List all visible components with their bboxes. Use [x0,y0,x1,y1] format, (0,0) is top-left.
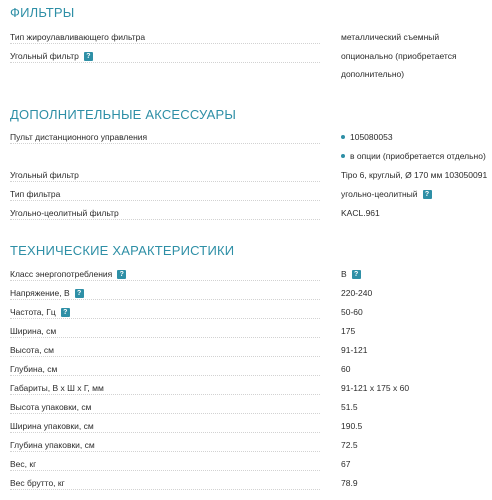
spec-value: Tipo 6, круглый, Ø 170 мм 103050091 [341,170,488,180]
help-icon[interactable]: ? [61,308,70,317]
spec-value: металлический съемный [341,32,440,42]
spec-label: Ширина, см [10,326,59,336]
spec-label: Частота, Гц ? [10,307,73,317]
spec-label: Вес брутто, кг [10,478,68,488]
spec-row-height [10,343,482,362]
spec-label: Высота упаковки, см [10,402,94,412]
spec-value[interactable]: 105080053 [341,132,393,142]
help-icon[interactable]: ? [75,289,84,298]
spec-row-voltage [10,286,482,305]
dotted-leader [10,432,320,433]
dotted-leader [10,470,320,471]
spec-label: Глубина упаковки, см [10,440,98,450]
dotted-leader [10,200,320,201]
spec-value: дополнительно) [341,69,405,79]
spec-row-zeolite-filter [10,206,482,225]
spec-label: Класс энергопотребления ? [10,269,129,279]
dotted-leader [10,489,320,490]
help-icon[interactable]: ? [352,270,361,279]
dotted-leader [10,299,320,300]
spec-row-package-height [10,400,482,419]
spec-row-weight [10,457,482,476]
dotted-leader [10,62,320,63]
spec-label: Высота, см [10,345,57,355]
spec-label: Тип фильтра [10,189,63,199]
spec-label: Угольно-цеолитный фильтр [10,208,122,218]
spec-value: в опции (приобретается отдельно) [341,151,486,161]
spec-row-dimensions [10,381,482,400]
spec-value: 91-121 [341,345,368,355]
dotted-leader [10,219,320,220]
spec-value: 78.9 [341,478,358,488]
spec-row-width [10,324,482,343]
section-title-specs: ТЕХНИЧЕСКИЕ ХАРАКТЕРИСТИКИ [10,243,235,258]
spec-value: 91-121 x 175 x 60 [341,383,410,393]
spec-value: 50-60 [341,307,363,317]
dotted-leader [10,181,320,182]
spec-label: Габариты, В х Ш х Г, мм [10,383,107,393]
spec-value: 67 [341,459,351,469]
dotted-leader [10,451,320,452]
spec-row-carbon-filter [10,49,482,68]
dotted-leader [10,318,320,319]
spec-row-depth [10,362,482,381]
dotted-leader [10,394,320,395]
help-icon[interactable]: ? [117,270,126,279]
spec-label: Глубина, см [10,364,60,374]
spec-value: 60 [341,364,351,374]
spec-label: Угольный фильтр [10,170,82,180]
spec-value: 51.5 [341,402,358,412]
spec-label: Пульт дистанционного управления [10,132,150,142]
dotted-leader [10,356,320,357]
section-title-accessories: ДОПОЛНИТЕЛЬНЫЕ АКСЕССУАРЫ [10,107,237,122]
spec-label: Напряжение, В ? [10,288,87,298]
help-icon[interactable]: ? [84,52,93,61]
spec-label: Тип жироулавливающего фильтра [10,32,148,42]
bullet-icon [341,154,345,158]
section-title-filters: ФИЛЬТРЫ [10,5,75,20]
help-icon[interactable]: ? [423,190,432,199]
dotted-leader [10,337,320,338]
spec-label: Вес, кг [10,459,39,469]
spec-row-carbon-filter-accessory [10,168,488,187]
bullet-icon [341,135,345,139]
dotted-leader [10,143,320,144]
spec-value: 175 [341,326,356,336]
spec-row-package-width [10,419,482,438]
spec-value: 190.5 [341,421,363,431]
spec-row-remote-cont [10,149,486,168]
spec-label: Угольный фильтр ? [10,51,96,61]
spec-value: опционально (приобретается [341,51,457,61]
spec-value: угольно-цеолитный ? [341,189,432,199]
spec-value: KACL.961 [341,208,380,218]
spec-row-package-depth [10,438,482,457]
dotted-leader [10,375,320,376]
spec-row-frequency [10,305,482,324]
dotted-leader [10,43,320,44]
spec-value: B ? [341,269,361,279]
spec-row-remote [10,130,482,149]
spec-label: Ширина упаковки, см [10,421,97,431]
dotted-leader [10,280,320,281]
dotted-leader [10,413,320,414]
spec-row-gross-weight [10,476,482,495]
spec-row-carbon-filter-cont [10,67,482,86]
spec-value: 220-240 [341,288,373,298]
spec-row-grease-filter-type [10,30,482,49]
spec-value: 72.5 [341,440,358,450]
spec-row-filter-type [10,187,482,206]
spec-row-energy-class [10,267,482,286]
